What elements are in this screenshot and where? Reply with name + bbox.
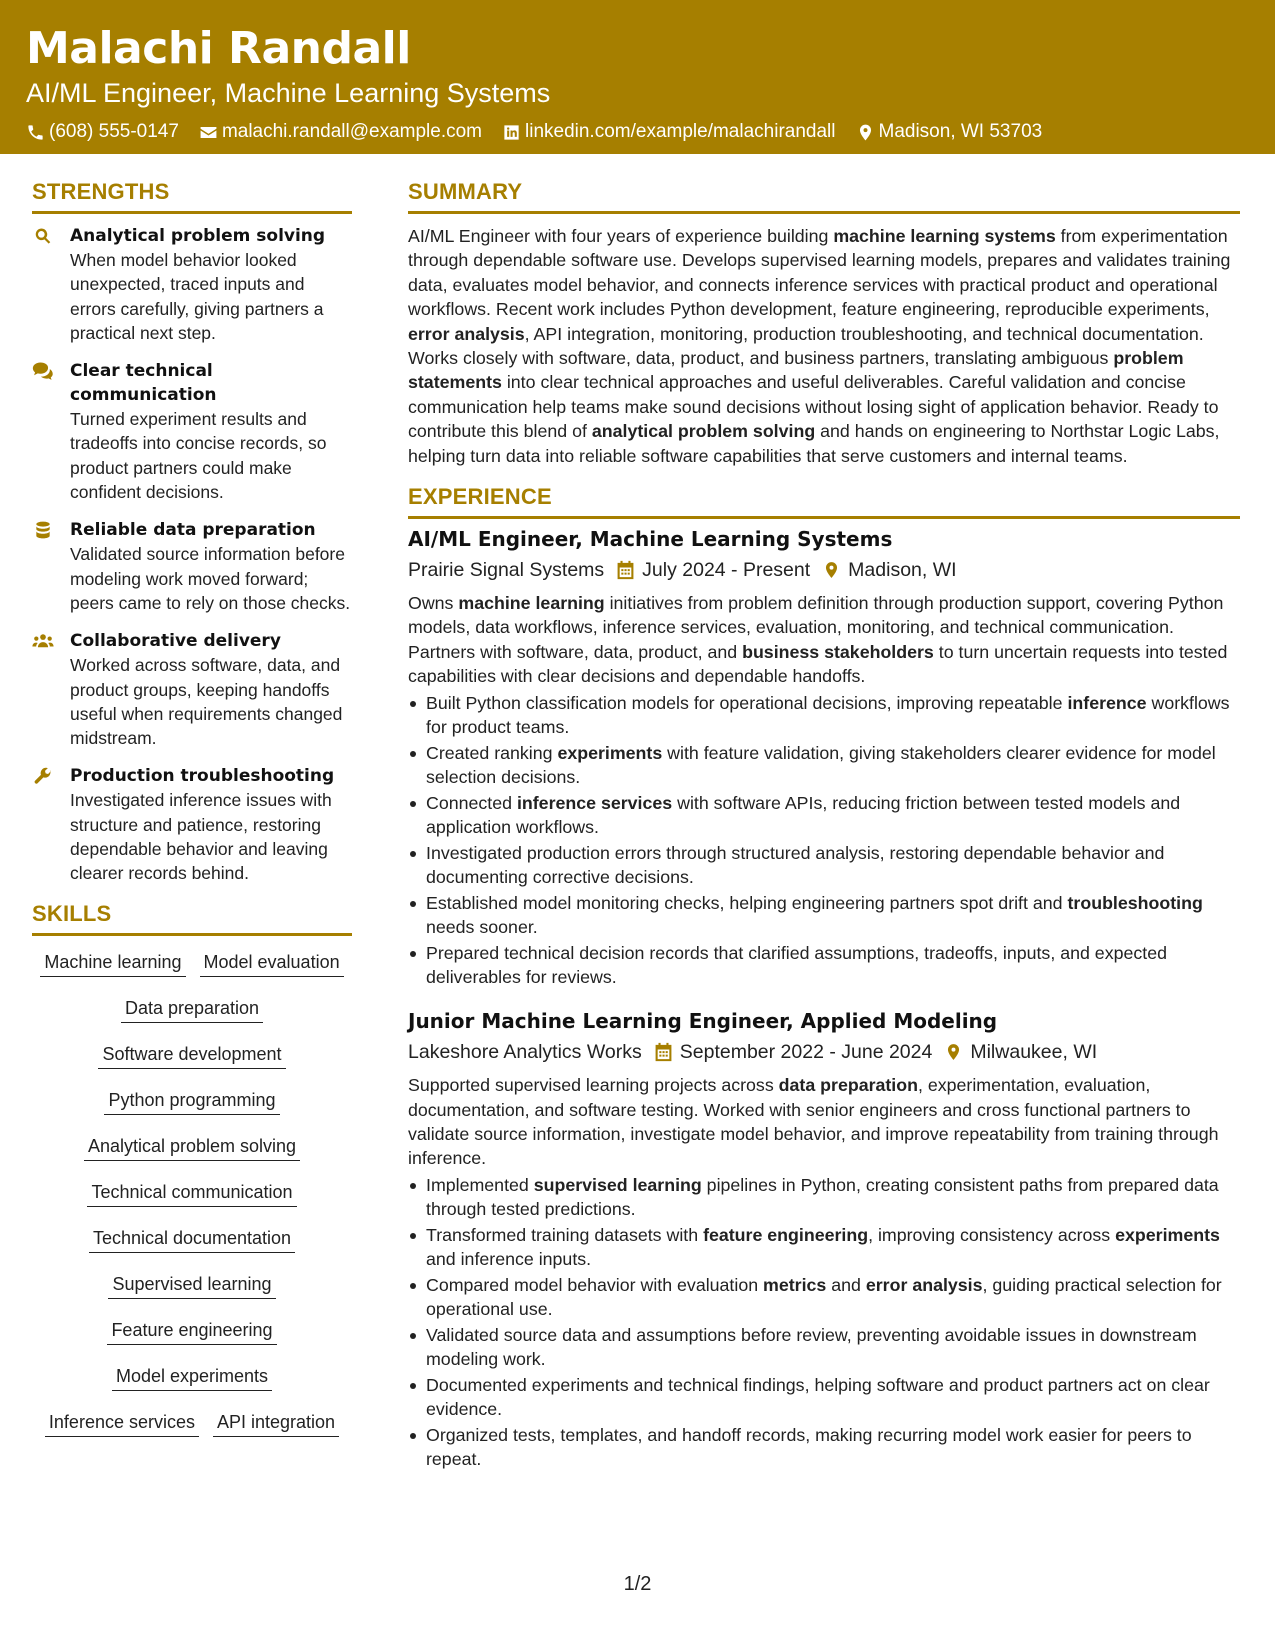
- strength-item: [32, 518, 352, 615]
- bold-keyword: experiments: [557, 742, 663, 763]
- text-segment: initiatives from problem definition through production support, covering Python models, data workflows, inference services, evaluation, monitoring, and technical communication. Partners with software, data, product, and: [408, 593, 1224, 662]
- location-text: Madison, WI 53703: [878, 121, 1043, 142]
- strength-description: When model behavior looked unexpected, traced inputs and errors carefully, giving partners a practical next step.: [70, 250, 324, 343]
- strength-icon-wrap: [32, 359, 70, 504]
- skill-tag: Supervised learning: [108, 1272, 275, 1299]
- summary-section: [408, 178, 1240, 468]
- calendar-icon: [616, 560, 635, 580]
- strength-body: [70, 764, 352, 885]
- job-bullet: [408, 791, 1240, 839]
- strength-item: [32, 764, 352, 885]
- skill-tag: Model evaluation: [200, 950, 344, 977]
- bold-keyword: troubleshooting: [1067, 892, 1203, 913]
- text-segment: , improving consistency across: [868, 1224, 1116, 1245]
- bold-keyword: business stakeholders: [742, 641, 934, 662]
- job-bullet: [408, 1173, 1240, 1221]
- text-segment: Investigated production errors through structured analysis, restoring dependable behavior and documenting corrective decisions.: [426, 842, 1165, 887]
- text-segment: Documented experiments and technical findings, helping software and product partners act on clear evidence.: [426, 1374, 1210, 1419]
- strengths-section: [32, 178, 352, 886]
- job-meta: [408, 556, 1240, 584]
- job-bullet: [408, 1223, 1240, 1271]
- text-segment: Transformed training datasets with: [426, 1224, 704, 1245]
- strengths-heading: STRENGTHS: [32, 178, 352, 214]
- text-segment: Implemented: [426, 1174, 534, 1195]
- skill-tag: Data preparation: [121, 996, 263, 1023]
- bold-keyword: error analysis: [408, 323, 525, 344]
- strength-body: [70, 629, 352, 750]
- job-bullets: [408, 691, 1240, 989]
- bold-keyword: metrics: [763, 1274, 827, 1295]
- job-bullet: [408, 1323, 1240, 1371]
- text-segment: Compared model behavior with evaluation: [426, 1274, 764, 1295]
- strength-title: Analytical problem solving: [70, 226, 326, 246]
- jobs-list: [408, 525, 1240, 1471]
- linkedin-icon: [502, 123, 521, 142]
- search-icon: [32, 226, 54, 246]
- job-bullet: [408, 1373, 1240, 1421]
- job-bullet: [408, 941, 1240, 989]
- experience-section: [408, 483, 1240, 1471]
- bold-keyword: machine learning: [458, 593, 605, 614]
- skill-tag: Technical communication: [87, 1180, 296, 1207]
- strength-title: Reliable data preparation: [70, 520, 316, 541]
- bold-keyword: inference: [1067, 692, 1147, 713]
- text-segment: into clear technical approaches and useful deliverables. Careful validation and concise communication help teams make sound decisions without losing sight of application behavior. Ready to contribute this blend of: [408, 372, 1219, 442]
- database-icon: [32, 520, 54, 540]
- text-segment: with software APIs, reducing friction between tested models and application workflows.: [426, 792, 1181, 837]
- text-segment: Organized tests, templates, and handoff records, making recurring model work easier for peers to repeat.: [426, 1424, 1192, 1469]
- strength-title: Collaborative delivery: [70, 631, 281, 652]
- skill-tag: Python programming: [104, 1088, 279, 1115]
- skill-tag: Software development: [98, 1042, 285, 1069]
- wrench-icon: [32, 766, 54, 786]
- strengths-list: [32, 224, 352, 886]
- job-bullet: [408, 891, 1240, 939]
- text-segment: from experimentation through dependable software use. Develops supervised learning models, prepares and validates training data, evaluates model behavior, and connects inference services with practical product and operational workflows. Recent work includes Python development, feature engineering, reproducible experiments,: [408, 226, 1231, 320]
- skill-tag: Technical documentation: [89, 1226, 295, 1253]
- map-pin-icon: [856, 123, 875, 142]
- bold-keyword: machine learning systems: [833, 226, 1056, 246]
- bold-keyword: inference services: [516, 792, 673, 813]
- bold-keyword: experiments: [1115, 1224, 1220, 1245]
- text-segment: , API integration, monitoring, production troubleshooting, and technical documentation. Works closely with software, data, product, and business partners, translating ambiguous: [408, 323, 1204, 369]
- left-column: [32, 178, 352, 1456]
- text-segment: Validated source data and assumptions before review, preventing avoidable issues in downstream modeling work.: [426, 1324, 1197, 1369]
- contact-email[interactable]: [199, 120, 482, 144]
- job-description: [408, 591, 1240, 689]
- text-segment: and: [826, 1274, 866, 1295]
- map-pin-icon: [944, 1042, 963, 1062]
- bold-keyword: problem statements: [408, 348, 1184, 393]
- mail-icon: [199, 123, 218, 142]
- text-segment: needs sooner.: [426, 916, 538, 937]
- email-text: malachi.randall@example.com: [221, 121, 482, 142]
- job-entry: [408, 1007, 1240, 1471]
- job-bullets: [408, 1173, 1240, 1471]
- summary-heading: SUMMARY: [408, 178, 1240, 214]
- job-bullet: [408, 741, 1240, 789]
- text-segment: with feature validation, giving stakeholders clearer evidence for model selection decisions.: [426, 742, 1216, 787]
- comments-icon: [32, 361, 54, 381]
- skill-tag: Inference services: [45, 1410, 199, 1437]
- right-column: [408, 178, 1240, 1489]
- skills-heading: SKILLS: [32, 900, 352, 936]
- candidate-headline: AI/ML Engineer, Machine Learning Systems: [26, 78, 551, 108]
- candidate-name: Malachi Randall: [26, 23, 411, 74]
- text-segment: Prepared technical decision records that clarified assumptions, tradeoffs, inputs, and expected deliverables for reviews.: [426, 942, 1167, 987]
- job-entry: [408, 525, 1240, 989]
- contact-linkedin[interactable]: [502, 120, 836, 144]
- text-segment: pipelines in Python, creating consistent paths from prepared data through tested predictions.: [426, 1174, 1219, 1219]
- job-dates: September 2022 - June 2024: [679, 1041, 933, 1064]
- job-bullet: [408, 691, 1240, 739]
- strength-body: [70, 224, 352, 345]
- job-title: AI/ML Engineer, Machine Learning Systems: [408, 527, 893, 552]
- text-segment: Connected: [426, 792, 517, 813]
- strength-item: [32, 629, 352, 750]
- bold-keyword: supervised learning: [533, 1174, 702, 1195]
- map-pin-icon: [822, 560, 841, 580]
- job-bullet: [408, 1273, 1240, 1321]
- strength-item: [32, 224, 352, 345]
- job-meta: [408, 1038, 1240, 1066]
- users-icon: [32, 631, 54, 651]
- calendar-icon: [654, 1042, 673, 1062]
- page-number: 1/2: [623, 1573, 652, 1595]
- job-company: Lakeshore Analytics Works: [408, 1041, 642, 1064]
- job-dates: July 2024 - Present: [642, 559, 811, 582]
- skill-tag: Model experiments: [112, 1364, 272, 1391]
- strength-icon-wrap: [32, 518, 70, 615]
- skill-tag: Analytical problem solving: [84, 1134, 300, 1161]
- text-segment: Created ranking: [426, 742, 558, 763]
- text-segment: and inference inputs.: [426, 1248, 592, 1269]
- job-location: Madison, WI: [848, 559, 957, 582]
- experience-heading: EXPERIENCE: [408, 483, 1240, 519]
- strength-title: Clear technical communication: [70, 361, 217, 406]
- text-segment: to turn uncertain requests into tested capabilities with clear decisions and dependable handoffs.: [408, 641, 1228, 687]
- job-description: [408, 1073, 1240, 1171]
- bold-keyword: feature engineering: [703, 1224, 869, 1245]
- phone-text: (608) 555-0147: [49, 121, 179, 142]
- text-segment: Supported supervised learning projects across: [408, 1075, 779, 1096]
- text-segment: Built Python classification models for operational decisions, improving repeatable: [426, 692, 1068, 713]
- skills-list: [32, 950, 352, 1456]
- skill-tag: API integration: [213, 1410, 339, 1437]
- text-segment: Established model monitoring checks, helping engineering partners spot drift and: [426, 892, 1068, 913]
- strength-item: [32, 359, 352, 504]
- text-segment: and hands on engineering to Northstar Logic Labs, helping turn data into reliable software capabilities that serve customers and internal teams.: [408, 421, 1220, 466]
- contact-phone[interactable]: [26, 120, 179, 144]
- strength-icon-wrap: [32, 629, 70, 750]
- job-company: Prairie Signal Systems: [408, 559, 605, 582]
- skill-tag: Feature engineering: [107, 1318, 276, 1345]
- resume-header: [0, 0, 1275, 154]
- text-segment: , guiding practical selection for operational use.: [426, 1274, 1222, 1319]
- strength-description: Turned experiment results and tradeoffs into concise records, so product partners could make confident decisions.: [70, 409, 327, 503]
- text-segment: AI/ML Engineer with four years of experience building: [408, 226, 834, 246]
- bold-keyword: error analysis: [865, 1274, 983, 1295]
- bold-keyword: data preparation: [778, 1075, 918, 1096]
- strength-description: Worked across software, data, and product groups, keeping handoffs useful when requirements changed midstream.: [70, 655, 343, 749]
- linkedin-text: linkedin.com/example/malachirandall: [525, 121, 836, 142]
- strength-icon-wrap: [32, 224, 70, 345]
- bold-keyword: analytical problem solving: [591, 421, 816, 442]
- job-bullet: [408, 1423, 1240, 1471]
- strength-icon-wrap: [32, 764, 70, 885]
- strength-body: [70, 359, 352, 504]
- text-segment: , experimentation, evaluation, documentation, and software testing. Worked with senior engineers and cross functional partners to validate source information, investigate model behavior, and improve repeatability from training through inference.: [408, 1075, 1219, 1169]
- summary-text: [408, 224, 1240, 468]
- contact-bar: [26, 120, 1249, 144]
- strength-title: Production troubleshooting: [70, 766, 335, 787]
- text-segment: workflows for product teams.: [426, 692, 1230, 737]
- strength-description: Validated source information before modeling work moved forward; peers came to rely on those checks.: [70, 544, 351, 613]
- job-location: Milwaukee, WI: [970, 1041, 1098, 1064]
- job-title: Junior Machine Learning Engineer, Applied Modeling: [408, 1009, 998, 1034]
- skills-section: [32, 900, 352, 1456]
- phone-icon: [26, 123, 45, 142]
- strength-body: [70, 518, 352, 615]
- text-segment: Owns: [408, 593, 459, 614]
- skill-tag: Machine learning: [40, 950, 185, 977]
- strength-description: Investigated inference issues with structure and patience, restoring dependable behavior and leaving clearer records behind.: [70, 790, 332, 884]
- job-bullet: [408, 841, 1240, 889]
- contact-location: [856, 120, 1043, 144]
